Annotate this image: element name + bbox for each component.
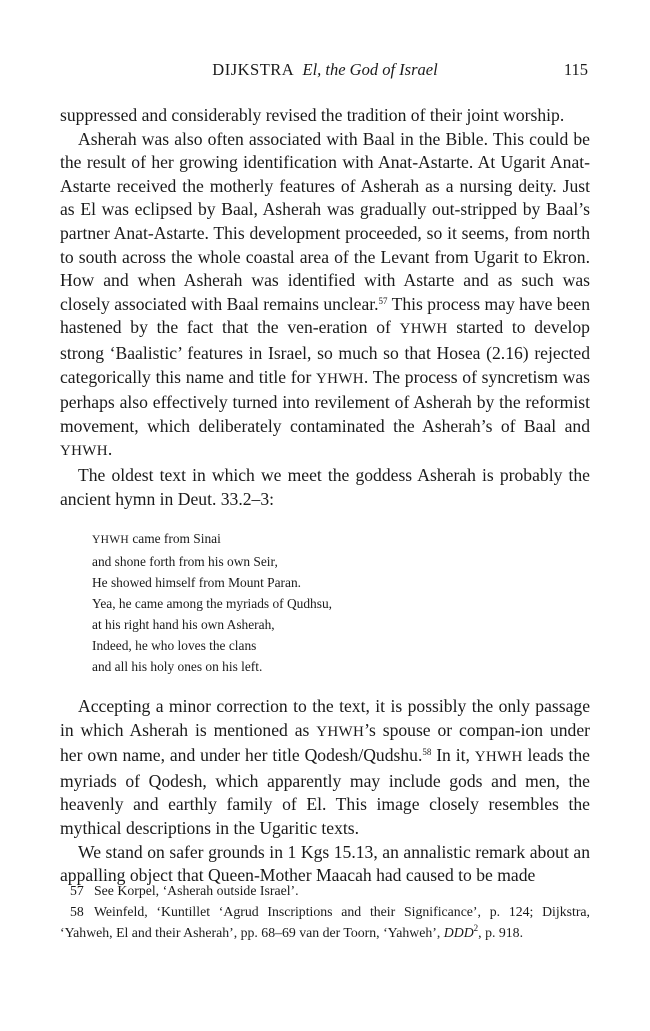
footnote-57 [60, 880, 590, 901]
paragraph-2-text-a: Asherah was also often associated with Baal in the Bible. This could be the result of her growing identification with Anat-Astarte. At Ugarit Anat-Astarte received the motherly features of Asherah as a nursing deity. Just as El was eclipsed by Baal, Asherah was gradually out-stripped by Baal’s partner Anat-Astarte. This development proceeded, so it seems, from north to south across the whole coastal area of the Levant from Ugarit to Ekron. How and when Asherah was identified with Astarte and as such was closely associated with Baal remains unclear. [60, 128, 590, 314]
abbreviation-ddd: DDD [443, 925, 474, 940]
quote-line: at his right hand his own Asherah, [92, 617, 275, 633]
quote-line [92, 528, 590, 551]
paragraph-2-text-b: This process may have been hastened by the fact that the ven-eration of [60, 293, 590, 338]
running-head [60, 60, 590, 82]
divine-name: YHWH [474, 749, 523, 766]
footnote-text-end: , p. 918. [478, 925, 524, 940]
footnote-number: 58 [70, 904, 84, 919]
body-text [60, 104, 590, 888]
footnote-ref-57[interactable]: 57 [378, 295, 388, 306]
paragraph-4-text-d: leads the myriads of Qodesh, which apparently may include gods and men, the heavenly and earthly family of El. This image closely resembles the mythical descriptions in the Ugaritic texts. [60, 745, 590, 839]
divine-name: YHWH [316, 370, 364, 387]
quote-line: and all his holy ones on his left. [92, 659, 263, 675]
quote-line: and shone forth from his own Seir, [92, 554, 278, 570]
paragraph-1: suppressed and considerably revised the tradition of their joint worship. [60, 105, 565, 125]
paragraph-2-text-c: started to develop strong ‘Baalistic’ features in Israel, so much so that Hosea (2.16) rejected categorically this name and title for [60, 317, 590, 387]
divine-name: YHWH [399, 321, 448, 338]
paragraph-4-text-c: In it, [431, 745, 475, 766]
page-number: 115 [563, 60, 588, 79]
paragraph-2-text-d: . The process of syncretism was perhaps also effectively turned into revilement of Asherah by the reformist movement, which deliberately contaminated the Asherah’s of Baal and [60, 366, 590, 436]
paragraph-5: We stand on safer grounds in 1 Kgs 15.13, an annalistic remark about an appalling object that Queen-Mother Maacah had caused to be made [60, 841, 590, 886]
footnote-text: See Korpel, ‘Asherah outside Israel’. [94, 883, 299, 898]
paragraph-2-text-e: . [107, 439, 113, 460]
book-title: El, the God of Israel [302, 60, 438, 79]
quote-line-text: came from Sinai [128, 531, 221, 547]
author-name: DIJKSTRA [212, 60, 295, 79]
paragraph-3: The oldest text in which we meet the goddess Asherah is probably the ancient hymn in Deut. 33.2–3: [60, 464, 590, 509]
paragraph-2 [60, 128, 590, 464]
paragraph-4 [60, 695, 590, 841]
quote-line: He showed himself from Mount Paran. [92, 575, 302, 591]
block-quote [92, 528, 590, 677]
divine-name: YHWH [92, 534, 129, 547]
footnote-58 [60, 901, 590, 943]
footnote-ref-58[interactable]: 58 [422, 747, 432, 758]
paragraph-4-text-a: Accepting a minor correction to the text, it is possibly the only passage in which Asherah is mentioned as [60, 696, 590, 740]
footnote-text: Weinfeld, ‘Kuntillet ‘Agrud Inscriptions and their Significance’, p. 124; Dijkstra, ‘Yahweh, El and their Asherah’, pp. 68–69 van der Toorn, ‘Yahweh’, [60, 904, 590, 940]
paragraph-4-text-b: ’s spouse or compan-ion under her own name, and under her title Qodesh/Qudshu. [60, 719, 590, 766]
quote-line: Indeed, he who loves the clans [92, 638, 257, 654]
running-title [60, 60, 590, 80]
divine-name: YHWH [60, 443, 108, 460]
footnotes [60, 880, 590, 943]
edition-superscript: 2 [473, 923, 479, 933]
divine-name: YHWH [316, 723, 365, 740]
footnote-number: 57 [70, 883, 84, 898]
quote-line: Yea, he came among the myriads of Qudhsu, [92, 596, 332, 612]
